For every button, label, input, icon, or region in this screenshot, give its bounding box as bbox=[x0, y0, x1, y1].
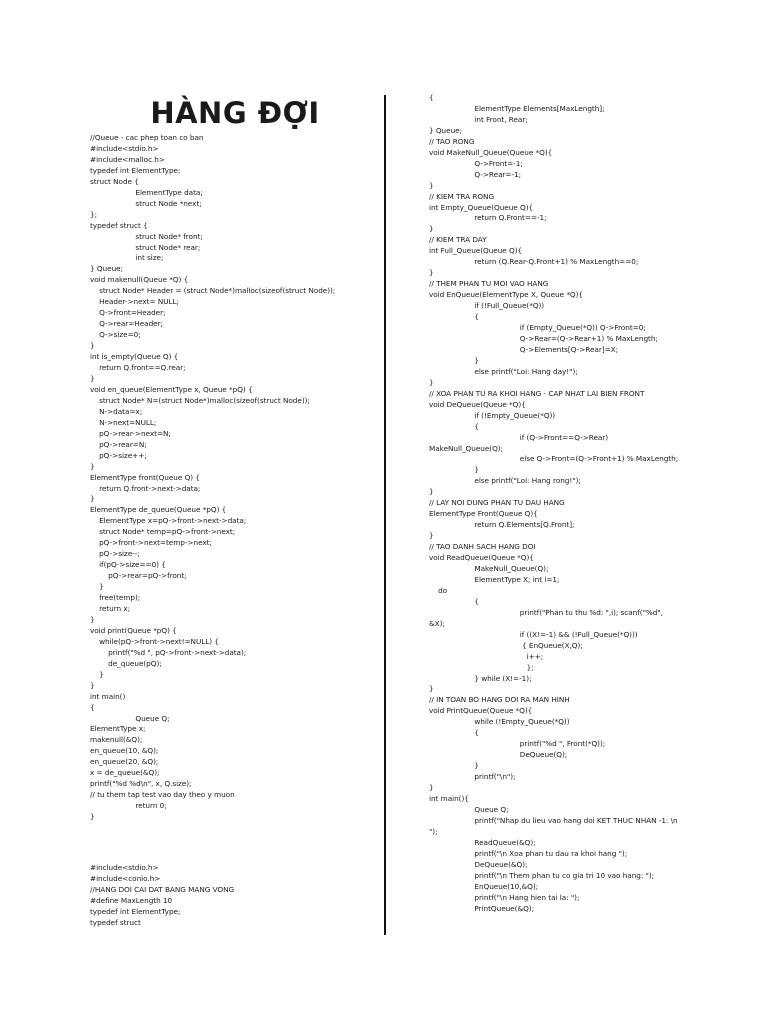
code-line: printf("Nhap du lieu vao hang doi KET THUC NHAN -1: \n bbox=[429, 815, 678, 825]
code-line: printf("\n Hang hien tai la: "); bbox=[429, 892, 580, 902]
code-line: } bbox=[90, 582, 104, 592]
code-line: DeQueue(&Q); bbox=[429, 859, 528, 869]
left-code-block-2 bbox=[90, 863, 380, 929]
code-line: MakeNull_Queue(Q); bbox=[429, 443, 503, 453]
code-line: else Q->Front=(Q->Front+1) % MaxLength; bbox=[429, 454, 679, 464]
code-line: } bbox=[429, 224, 434, 234]
code-line: } bbox=[90, 669, 104, 679]
code-line: } bbox=[90, 461, 95, 471]
code-line: Q->Rear=-1; bbox=[429, 169, 522, 179]
code-line: }; bbox=[90, 209, 98, 219]
code-line: &X); bbox=[429, 618, 445, 628]
code-line: struct Node* front; bbox=[90, 231, 203, 241]
code-line: ElementType data; bbox=[90, 187, 203, 197]
code-line: Q->front=Header; bbox=[90, 308, 166, 318]
code-line: ElementType de_queue(Queue *pQ) { bbox=[90, 505, 227, 515]
left-code-block bbox=[90, 133, 380, 823]
code-line: struct Node* N=(struct Node*)malloc(sizeof(struct Node)); bbox=[90, 395, 310, 405]
code-line: } bbox=[429, 465, 479, 475]
code-line: return x; bbox=[90, 603, 131, 613]
code-line: printf("%d ", pQ->front->next->data); bbox=[90, 647, 247, 657]
right-code-block bbox=[429, 93, 729, 914]
code-line: printf("%d %d\n", x, Q.size); bbox=[90, 779, 192, 789]
code-line: ElementType X; int i=1; bbox=[429, 574, 560, 584]
code-line: int main(){ bbox=[429, 794, 469, 803]
code-line: free(temp); bbox=[90, 593, 141, 603]
code-line: int Full_Queue(Queue Q){ bbox=[429, 246, 523, 256]
code-line: en_queue(10, &Q); bbox=[90, 746, 159, 756]
code-line: printf("\n Xoa phan tu dau ra khoi hang "); bbox=[429, 848, 628, 858]
code-line: do bbox=[429, 585, 448, 595]
code-line: Q->rear=Header; bbox=[90, 319, 163, 329]
code-line: i++; bbox=[429, 651, 544, 661]
code-line: Q->Elements[Q->Rear]=X; bbox=[429, 344, 618, 354]
code-line: EnQueue(10,&Q); bbox=[429, 881, 539, 891]
code-line: ElementType Front(Queue Q){ bbox=[429, 509, 538, 519]
code-line: #include<conio.h> bbox=[90, 873, 161, 883]
code-line: x = de_queue(&Q); bbox=[90, 768, 160, 778]
code-line: void ReadQueue(Queue *Q){ bbox=[429, 553, 534, 563]
code-line: pQ->rear->next=N; bbox=[90, 428, 171, 438]
code-line: // XOA PHAN TU RA KHOI HANG - CAP NHAT LAI BIEN FRONT bbox=[429, 388, 645, 398]
code-line: } bbox=[90, 373, 95, 383]
code-line: //Queue - cac phep toan co ban bbox=[90, 133, 204, 142]
code-line: { bbox=[429, 421, 479, 431]
code-line: else printf("Loi: Hang day!"); bbox=[429, 366, 578, 376]
code-line: } bbox=[90, 680, 95, 690]
code-line: // IN TOAN BO HANG DOI RA MAN HINH bbox=[429, 695, 570, 705]
code-line: printf("\n"); bbox=[429, 772, 516, 782]
code-line: Queue Q; bbox=[429, 804, 509, 814]
code-line: struct Node { bbox=[90, 176, 139, 186]
code-line: } bbox=[429, 487, 434, 497]
code-line: } bbox=[90, 812, 95, 822]
code-line: #define MaxLength 10 bbox=[90, 895, 173, 905]
code-line: int size; bbox=[90, 253, 164, 263]
code-line: } Queue; bbox=[90, 264, 123, 274]
code-line: ElementType Elements[MaxLength]; bbox=[429, 103, 605, 113]
code-line: // LAY NOI DUNG PHAN TU DAU HANG bbox=[429, 498, 565, 508]
code-line: PrintQueue(&Q); bbox=[429, 903, 534, 913]
code-line: void makenull(Queue *Q) { bbox=[90, 275, 189, 285]
code-line: { bbox=[429, 312, 479, 322]
code-line: return Q.front==Q.rear; bbox=[90, 363, 186, 373]
code-line: void DeQueue(Queue *Q){ bbox=[429, 399, 526, 409]
code-line: DeQueue(Q); bbox=[429, 750, 568, 760]
code-line: Queue Q; bbox=[90, 713, 170, 723]
code-line: pQ->front->next=temp->next; bbox=[90, 538, 212, 548]
code-line: N->data=x; bbox=[90, 406, 143, 416]
code-line: void print(Queue *pQ) { bbox=[90, 625, 177, 635]
code-line: while (!Empty_Queue(*Q)) bbox=[429, 717, 570, 727]
code-line: if ((X!=-1) && (!Full_Queue(*Q))) bbox=[429, 629, 638, 639]
code-line: { bbox=[429, 596, 479, 606]
code-line: { bbox=[90, 702, 95, 712]
code-line: struct Node* temp=pQ->front->next; bbox=[90, 527, 236, 537]
code-line: Q->Rear=(Q->Rear+1) % MaxLength; bbox=[429, 333, 658, 343]
code-line: #include<malloc.h> bbox=[90, 154, 165, 164]
code-line: return Q.Front==-1; bbox=[429, 213, 547, 223]
code-line: }; bbox=[429, 662, 534, 672]
code-line: // KIEM TRA DAY bbox=[429, 235, 487, 245]
code-line: } bbox=[429, 783, 434, 793]
code-line: if (Empty_Queue(*Q)) Q->Front=0; bbox=[429, 323, 646, 333]
code-line: // THEM PHAN TU MOI VAO HANG bbox=[429, 279, 549, 289]
document-title: HÀNG ĐỢI bbox=[150, 96, 320, 130]
code-line: #include<stdio.h> bbox=[90, 143, 159, 153]
code-line: } bbox=[90, 494, 95, 504]
code-line: if(pQ->size==0) { bbox=[90, 560, 166, 570]
code-line: printf("\n Them phan tu co gia tri 10 vao hang: "); bbox=[429, 870, 655, 880]
code-line: if (!Full_Queue(*Q)) bbox=[429, 301, 545, 311]
code-line: int Front, Rear; bbox=[429, 114, 528, 124]
code-line: if (Q->Front==Q->Rear) bbox=[429, 432, 609, 442]
code-line: de_queue(pQ); bbox=[90, 658, 162, 668]
code-line: int is_empty(Queue Q) { bbox=[90, 352, 179, 362]
code-line: void en_queue(ElementType x, Queue *pQ) { bbox=[90, 384, 253, 394]
code-line: Header->next= NULL; bbox=[90, 297, 179, 307]
code-line: } bbox=[429, 684, 434, 694]
code-line: // TAO RONG bbox=[429, 136, 475, 146]
code-line: pQ->rear=pQ->front; bbox=[90, 571, 187, 581]
code-line: #include<stdio.h> bbox=[90, 863, 159, 872]
code-line: } bbox=[429, 531, 434, 541]
code-line: makenull(&Q); bbox=[90, 735, 143, 745]
code-line: struct Node* rear; bbox=[90, 242, 201, 252]
code-line: return 0; bbox=[90, 801, 167, 811]
code-line: void EnQueue(ElementType X, Queue *Q){ bbox=[429, 290, 584, 300]
code-line: if (!Empty_Queue(*Q)) bbox=[429, 410, 556, 420]
code-line: Q->size=0; bbox=[90, 330, 141, 340]
code-line: struct Node* Header = (struct Node*)malloc(sizeof(struct Node)); bbox=[90, 286, 336, 296]
code-line: "); bbox=[429, 826, 438, 836]
code-line: Q->Front=-1; bbox=[429, 158, 523, 168]
code-line: pQ->size++; bbox=[90, 450, 147, 460]
code-line: ReadQueue(&Q); bbox=[429, 837, 536, 847]
code-line: printf("%d ", Front(*Q)); bbox=[429, 739, 606, 749]
code-line: } bbox=[429, 377, 434, 387]
code-line: { bbox=[429, 93, 434, 102]
code-line: int Empty_Queue(Queue Q){ bbox=[429, 202, 534, 212]
code-line: int main() bbox=[90, 691, 126, 701]
code-line: return Q.front->next->data; bbox=[90, 483, 201, 493]
code-line: return Q.Elements[Q.Front]; bbox=[429, 520, 575, 530]
code-line: } Queue; bbox=[429, 125, 462, 135]
code-line: while(pQ->front->next!=NULL) { bbox=[90, 636, 219, 646]
code-line: { bbox=[429, 728, 479, 738]
code-line: } bbox=[429, 268, 434, 278]
code-line: void MakeNull_Queue(Queue *Q){ bbox=[429, 147, 553, 157]
code-line: typedef int ElementType; bbox=[90, 165, 181, 175]
code-line: printf("Phan tu thu %d: ",i); scanf("%d", bbox=[429, 607, 663, 617]
code-line: return (Q.Rear-Q.Front+1) % MaxLength==0; bbox=[429, 257, 639, 267]
code-line: N->next=NULL; bbox=[90, 417, 157, 427]
code-line: { EnQueue(X,Q); bbox=[429, 640, 583, 650]
code-line: ElementType x=pQ->front->next->data; bbox=[90, 516, 247, 526]
code-line: // tu them tap test vao day theo y muon bbox=[90, 790, 235, 800]
code-line: en_queue(20, &Q); bbox=[90, 757, 159, 767]
code-line: } bbox=[429, 761, 479, 771]
code-line: else printf("Loi: Hang rong!"); bbox=[429, 476, 581, 486]
code-line: } bbox=[90, 614, 95, 624]
code-line: typedef struct bbox=[90, 917, 141, 927]
code-line: // TAO DANH SACH HANG DOI bbox=[429, 542, 536, 552]
code-line: ElementType front(Queue Q) { bbox=[90, 472, 200, 482]
code-line: typedef int ElementType; bbox=[90, 906, 181, 916]
code-line: pQ->rear=N; bbox=[90, 439, 147, 449]
code-line: } bbox=[429, 180, 434, 190]
code-line: } bbox=[429, 355, 479, 365]
column-divider bbox=[384, 95, 386, 935]
code-line: typedef struct { bbox=[90, 220, 148, 230]
code-line: } bbox=[90, 341, 95, 351]
code-line: // KIEM TRA RONG bbox=[429, 191, 495, 201]
code-line: MakeNull_Queue(Q); bbox=[429, 563, 549, 573]
code-line: struct Node *next; bbox=[90, 198, 202, 208]
code-line: void PrintQueue(Queue *Q){ bbox=[429, 706, 533, 716]
code-line: pQ->size--; bbox=[90, 549, 140, 559]
code-line: } while (X!=-1); bbox=[429, 673, 532, 683]
code-line: ElementType x; bbox=[90, 724, 146, 734]
code-line: //HANG DOI CAI DAT BANG MANG VONG bbox=[90, 884, 235, 894]
